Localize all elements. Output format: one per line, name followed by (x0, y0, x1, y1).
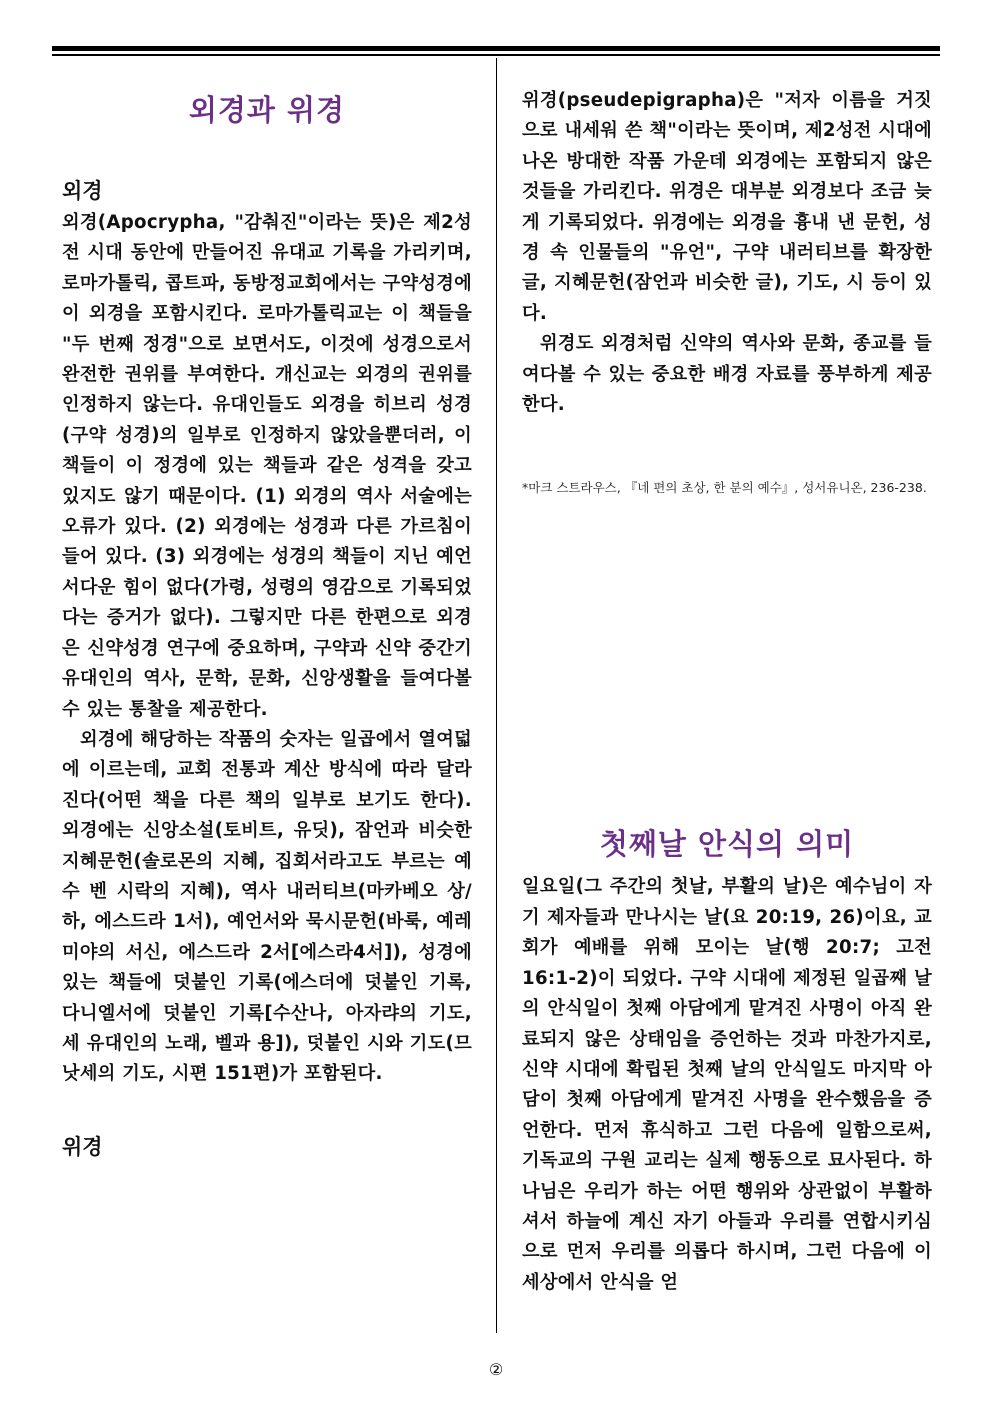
right-column (522, 86, 932, 1298)
apocrypha-paragraph-2: 외경에 해당하는 작품의 숫자는 일곱에서 열여덟에 이르는데, 교회 전통과 계산 방식에 따라 달라진다(어떤 책을 다른 책의 일부로 보기도 한다). 외경에는 신앙소설(토비트, 유딧), 잠언과 비슷한 지혜문헌(솔로몬의 지혜, 집회서라고도 부르는 예수 벤 시락의 지혜), 역사 내러티브(마카베오 상/하, 에스드라 1서), 예언서와 묵시문헌(바룩, 예레미야의 서신, 에스드라 2서[에스라4서]), 성경에 있는 책들에 덧붙인 기록(에스더에 덧붙인 기록, 다니엘서에 덧붙인 기록[수산나, 아자랴의 기도, 세 유대인의 노래, 벨과 용]), 덧붙인 시와 기도(므낫세의 기도, 시편 151편)가 포함된다. (62, 728, 472, 1085)
top-rule-thick (52, 46, 940, 51)
pseudepigrapha-paragraph-2: 위경도 외경처럼 신약의 역사와 문화, 종교를 들여다볼 수 있는 중요한 배경 자료를 풍부하게 제공한다. (522, 333, 932, 416)
section-heading-apocrypha: 외경 (62, 179, 103, 203)
section-heading-pseudepigrapha: 위경 (62, 1134, 103, 1159)
column-divider (496, 58, 497, 1333)
apocrypha-paragraph-1: 외경(Apocrypha, "감춰진"이라는 뜻)은 제2성전 시대 동안에 만들어진 유대교 기록을 가리키며, 로마가톨릭, 콥트파, 동방정교회에서는 구약성경에 이 외경을 포함시킨다. 로마가톨릭교는 이 책들을 "두 번째 정경"으로 보면서도, 이것에 성경으로서 완전한 권위를 부여한다. 개신교는 외경의 권위를 인정하지 않는다. 유대인들도 외경을 히브리 성경(구약 성경)의 일부로 인정하지 않았을뿐더러, 이 책들이 이 정경에 있는 책들과 같은 성격을 갖고 있지도 않기 때문이다. (1) 외경의 역사 서술에는 오류가 있다. (2) 외경에는 성경과 다른 가르침이 들어 있다. (3) 외경에는 성경의 책들이 지닌 예언서다운 힘이 없다(가령, 성령의 영감으로 기록되었다는 증거가 없다). 그렇지만 다른 한편으로 외경은 신약성경 연구에 중요하며, 구약과 신약 중간기 유대인의 역사, 문학, 문화, 신앙생활을 들여다볼 수 있는 통찰을 제공한다. (62, 212, 472, 720)
top-rule-thin (52, 54, 940, 56)
left-column (62, 60, 472, 1164)
article-title-2: 첫째날 안식의 의미 (599, 827, 855, 862)
sabbath-paragraph: 일요일(그 주간의 첫날, 부활의 날)은 예수님이 자기 제자들과 만나시는 날(요 20:19, 26)이요, 교회가 예배를 위해 모이는 날(행 20:7; 고전 16:1-2)이 되었다. 구약 시대에 제정된 일곱째 날의 안식일이 첫째 아담에게 맡겨진 사명이 아직 완료되지 않은 상태임을 증언하는 것과 마찬가지로, 신약 시대에 확립된 첫째 날의 안식일도 마지막 아담이 첫째 아담에게 맡겨진 사명을 완수했음을 증언한다. 먼저 휴식하고 그런 다음에 일함으로써, 기독교의 구원 교리는 실제 행동으로 묘사된다. 하나님은 우리가 하는 어떤 행위와 상관없이 부활하셔서 하늘에 계신 자기 아들과 우리를 연합시키심으로 먼저 우리를 의롭다 하시며, 그런 다음에 이 세상에서 안식을 얻 (522, 876, 932, 1293)
article-title: 외경과 위경 (188, 93, 346, 127)
pseudepigrapha-paragraph-1: 위경(pseudepigrapha)은 "저자 이름을 거짓으로 내세워 쓴 책"이라는 뜻이며, 제2성전 시대에 나온 방대한 작품 가운데 외경에는 포함되지 않은 것들을 가리킨다. 위경은 대부분 외경보다 조금 늦게 기록되었다. 위경에는 외경을 흉내 낸 문헌, 성경 속 인물들의 "유언", 구약 내러티브를 확장한 글, 지혜문헌(잠언과 비슷한 글), 기도, 시 등이 있다. (522, 90, 932, 324)
footnote: *마크 스트라우스, 『네 편의 초상, 한 분의 예수』, 성서유니온, 236-238. (522, 480, 927, 496)
page-number: ② (488, 1360, 504, 1379)
